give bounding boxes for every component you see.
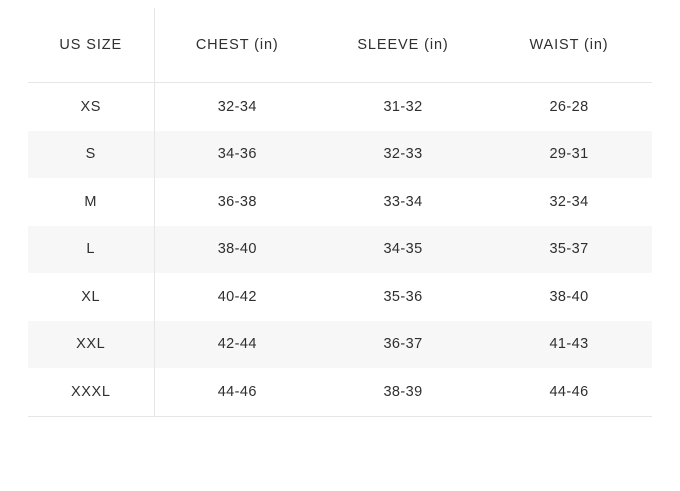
table-row — [28, 83, 652, 131]
cell-waist: 26-28 — [549, 98, 589, 115]
cell-waist: 38-40 — [549, 288, 589, 305]
cell-waist: 32-34 — [549, 193, 589, 210]
cell-chest: 38-40 — [154, 226, 320, 274]
cell-chest: 42-44 — [154, 321, 320, 369]
cell-size: L — [28, 226, 154, 274]
cell-size: XXXL — [28, 368, 154, 416]
cell-waist: 41-43 — [486, 321, 652, 369]
column-header-sleeve: SLEEVE (in) — [320, 8, 486, 83]
table-row — [28, 368, 652, 416]
table-row — [28, 131, 652, 179]
size-chart-container — [28, 8, 652, 417]
cell-sleeve: 33-34 — [383, 193, 423, 210]
cell-chest: 44-46 — [154, 368, 320, 416]
table-row — [28, 273, 652, 321]
cell-size: XXL — [28, 321, 154, 369]
cell-waist: 35-37 — [486, 226, 652, 274]
cell-sleeve: 35-36 — [383, 288, 423, 305]
cell-size: XS — [28, 83, 154, 131]
cell-size: M — [28, 178, 154, 226]
cell-chest: 34-36 — [154, 131, 320, 179]
table-row — [28, 178, 652, 226]
cell-waist: 44-46 — [486, 368, 652, 416]
cell-waist: 29-31 — [486, 131, 652, 179]
table-header-row — [28, 8, 652, 83]
column-header-us-size: US SIZE — [28, 8, 154, 83]
table-row — [28, 321, 652, 369]
table-row — [28, 226, 652, 274]
size-chart-table — [28, 8, 652, 417]
table-body — [28, 83, 652, 417]
cell-sleeve: 38-39 — [320, 368, 486, 416]
cell-chest: 40-42 — [217, 288, 257, 305]
table-header — [28, 8, 652, 83]
cell-size: S — [28, 131, 154, 179]
cell-size: XL — [28, 273, 154, 321]
cell-sleeve: 32-33 — [320, 131, 486, 179]
column-header-chest: CHEST (in) — [154, 8, 320, 83]
cell-sleeve: 36-37 — [320, 321, 486, 369]
cell-sleeve: 31-32 — [383, 98, 423, 115]
cell-chest: 32-34 — [217, 98, 257, 115]
cell-chest: 36-38 — [217, 193, 257, 210]
column-header-waist: WAIST (in) — [486, 8, 652, 83]
cell-sleeve: 34-35 — [320, 226, 486, 274]
